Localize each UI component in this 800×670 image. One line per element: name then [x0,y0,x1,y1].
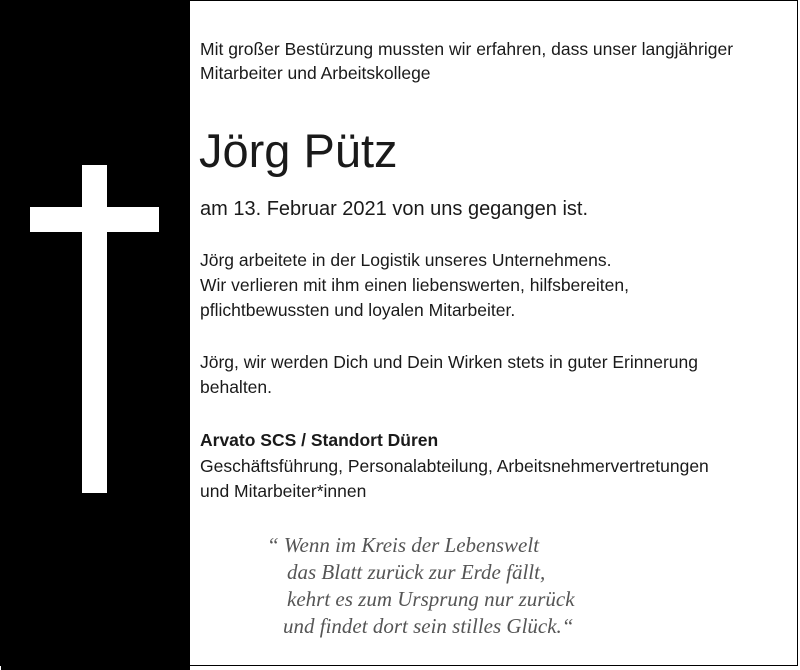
cross-icon-crossbar [30,207,159,232]
poem-line-1: “ Wenn im Kreis der Lebenswelt [267,533,540,557]
deceased-name: Jörg Pütz [199,124,398,177]
paragraph2-line-2: behalten. [200,377,273,397]
paragraph1-line-2: Wir verlieren mit ihm einen liebenswerten, hilfsbereiten, [200,275,629,295]
memorial-poem [267,532,575,640]
date-line: am 13. Februar 2021 von uns gegangen ist. [200,198,589,220]
intro-line-2: Mitarbeiter und Arbeitskollege [200,63,431,83]
paragraph2-line-1: Jörg, wir werden Dich und Dein Wirken stets in guter Erinnerung [200,352,698,372]
company-name: Arvato SCS / Standort Düren [200,430,439,450]
groups-line-1: Geschäftsführung, Personalabteilung, Arbeitsnehmervertretungen [200,456,709,476]
paragraph1-line-3: pflichtbewussten und loyalen Mitarbeiter. [200,300,516,320]
paragraph1-line-1: Jörg arbeitete in der Logistik unseres Unternehmens. [200,250,612,270]
poem-line-3: kehrt es zum Ursprung nur zurück [287,587,575,611]
black-side-panel [1,1,190,670]
poem-line-4: und findet dort sein stilles Glück.“ [283,614,574,638]
groups-line-2: und Mitarbeiter*innen [200,481,367,501]
poem-line-2: das Blatt zurück zur Erde fällt, [287,560,546,584]
intro-line-1: Mit großer Bestürzung mussten wir erfahren, dass unser langjähriger [200,39,734,59]
